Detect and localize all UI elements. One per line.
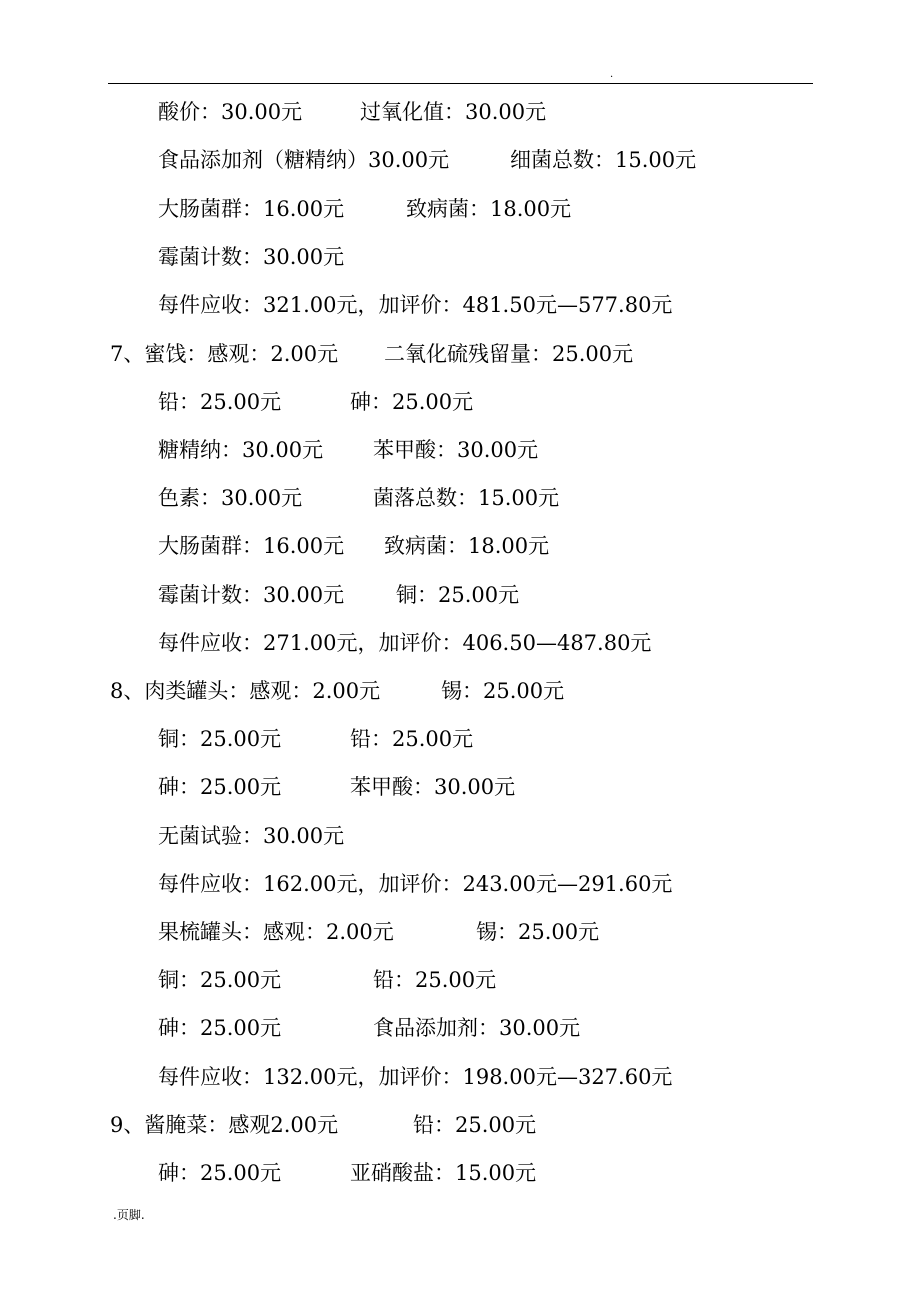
text-line: 菌落总数：15.00元 (373, 486, 560, 510)
text-line: 每件应收：132.00元，加评价：198.00元—327.60元 (158, 1065, 673, 1089)
text-line: 致病菌：18.00元 (384, 534, 550, 558)
text-line: 每件应收：162.00元，加评价：243.00元—291.60元 (158, 872, 673, 896)
text-line: 糖精纳：30.00元 (158, 438, 324, 462)
header-mark: . (610, 69, 614, 80)
text-line: 每件应收：321.00元，加评价：481.50元—577.80元 (158, 293, 673, 317)
text-line: 果梳罐头：感观：2.00元 (158, 920, 394, 944)
text-line: 铜：25.00元 (396, 583, 520, 607)
text-line: 亚硝酸盐：15.00元 (350, 1161, 537, 1185)
text-line: 铜：25.00元 (158, 968, 282, 992)
text-line: 无菌试验：30.00元 (158, 824, 345, 848)
text-line: 砷：25.00元 (158, 1161, 282, 1185)
text-line: 7、蜜饯：感观：2.00元 (110, 342, 339, 366)
text-line: 铅：25.00元 (373, 968, 497, 992)
text-line: 铅：25.00元 (158, 390, 282, 414)
text-line: 9、酱腌菜：感观2.00元 (110, 1113, 339, 1137)
text-line: 8、肉类罐头：感观：2.00元 (110, 679, 381, 703)
text-line: 食品添加剂：30.00元 (373, 1016, 581, 1040)
text-line: 铜：25.00元 (158, 727, 282, 751)
header-rule (108, 83, 813, 84)
text-line: 每件应收：271.00元，加评价：406.50—487.80元 (158, 631, 652, 655)
text-line: 食品添加剂（糖精纳）30.00元 (158, 148, 450, 172)
text-line: 锡：25.00元 (476, 920, 600, 944)
text-line: 铅：25.00元 (350, 727, 474, 751)
text-line: 铅：25.00元 (413, 1113, 537, 1137)
text-line: 大肠菌群：16.00元 (158, 197, 345, 221)
text-line: 酸价：30.00元 (158, 100, 303, 124)
text-line: 大肠菌群：16.00元 (158, 534, 345, 558)
text-line: 致病菌：18.00元 (406, 197, 572, 221)
text-line: 锡：25.00元 (441, 679, 565, 703)
page-footer: .页脚. (113, 1208, 145, 1222)
text-line: 霉菌计数：30.00元 (158, 583, 345, 607)
text-line: 砷：25.00元 (350, 390, 474, 414)
text-line: 过氧化值：30.00元 (360, 100, 547, 124)
text-line: 苯甲酸：30.00元 (350, 775, 516, 799)
text-line: 细菌总数：15.00元 (510, 148, 697, 172)
text-line: 苯甲酸：30.00元 (373, 438, 539, 462)
text-line: 色素：30.00元 (158, 486, 303, 510)
text-line: 砷：25.00元 (158, 775, 282, 799)
text-line: 砷：25.00元 (158, 1016, 282, 1040)
text-line: 霉菌计数：30.00元 (158, 245, 345, 269)
text-line: 二氧化硫残留量：25.00元 (384, 342, 634, 366)
